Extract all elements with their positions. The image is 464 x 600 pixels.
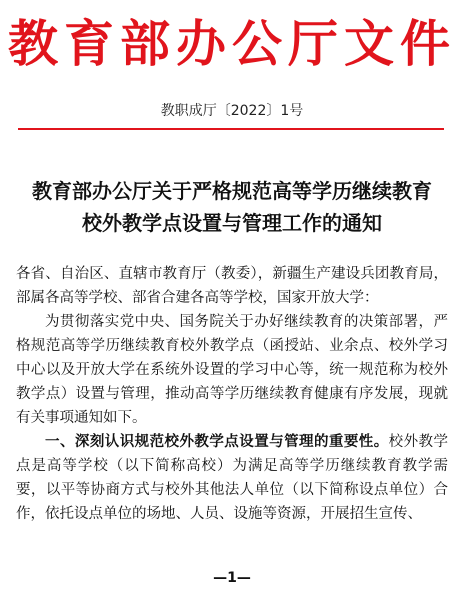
section-1-heading: 一、深刻认识规范校外教学点设置与管理的重要性。 <box>45 433 389 450</box>
section-1-paragraph <box>16 430 448 526</box>
document-title <box>12 175 452 239</box>
document-number: 教职成厅〔2022〕1号 <box>160 103 304 119</box>
org-masthead-title: 教育部办公厅文件 <box>8 14 456 73</box>
page-number: —1— <box>213 570 251 586</box>
red-divider-line <box>18 128 444 130</box>
document-title-line-1: 教育部办公厅关于严格规范高等学历继续教育 <box>32 179 432 203</box>
recipients-paragraph: 各省、自治区、直辖市教育厅（教委），新疆生产建设兵团教育局，部属各高等学校、部省合建各高等学校，国家开放大学： <box>16 266 448 306</box>
document-title-line-2: 校外教学点设置与管理工作的通知 <box>82 211 382 235</box>
intro-paragraph: 为贯彻落实党中央、国务院关于办好继续教育的决策部署，严格规范高等学历继续教育校外教学点（函授站、业余点、校外学习中心以及开放大学在系统外设置的学习中心等，统一规范称为校外教学点）设置与管理，推动高等学历继续教育健康有序发展，现就有关事项通知如下。 <box>16 314 448 426</box>
section-1-text: 校外教学点是高等学校（以下简称高校）为满足高等学历继续教育教学需要，以平等协商方式与校外其他法人单位（以下简称设点单位）合作，依托设点单位的场地、人员、设施等资源，开展招生宣传、 <box>16 434 448 522</box>
document-body <box>16 262 448 526</box>
